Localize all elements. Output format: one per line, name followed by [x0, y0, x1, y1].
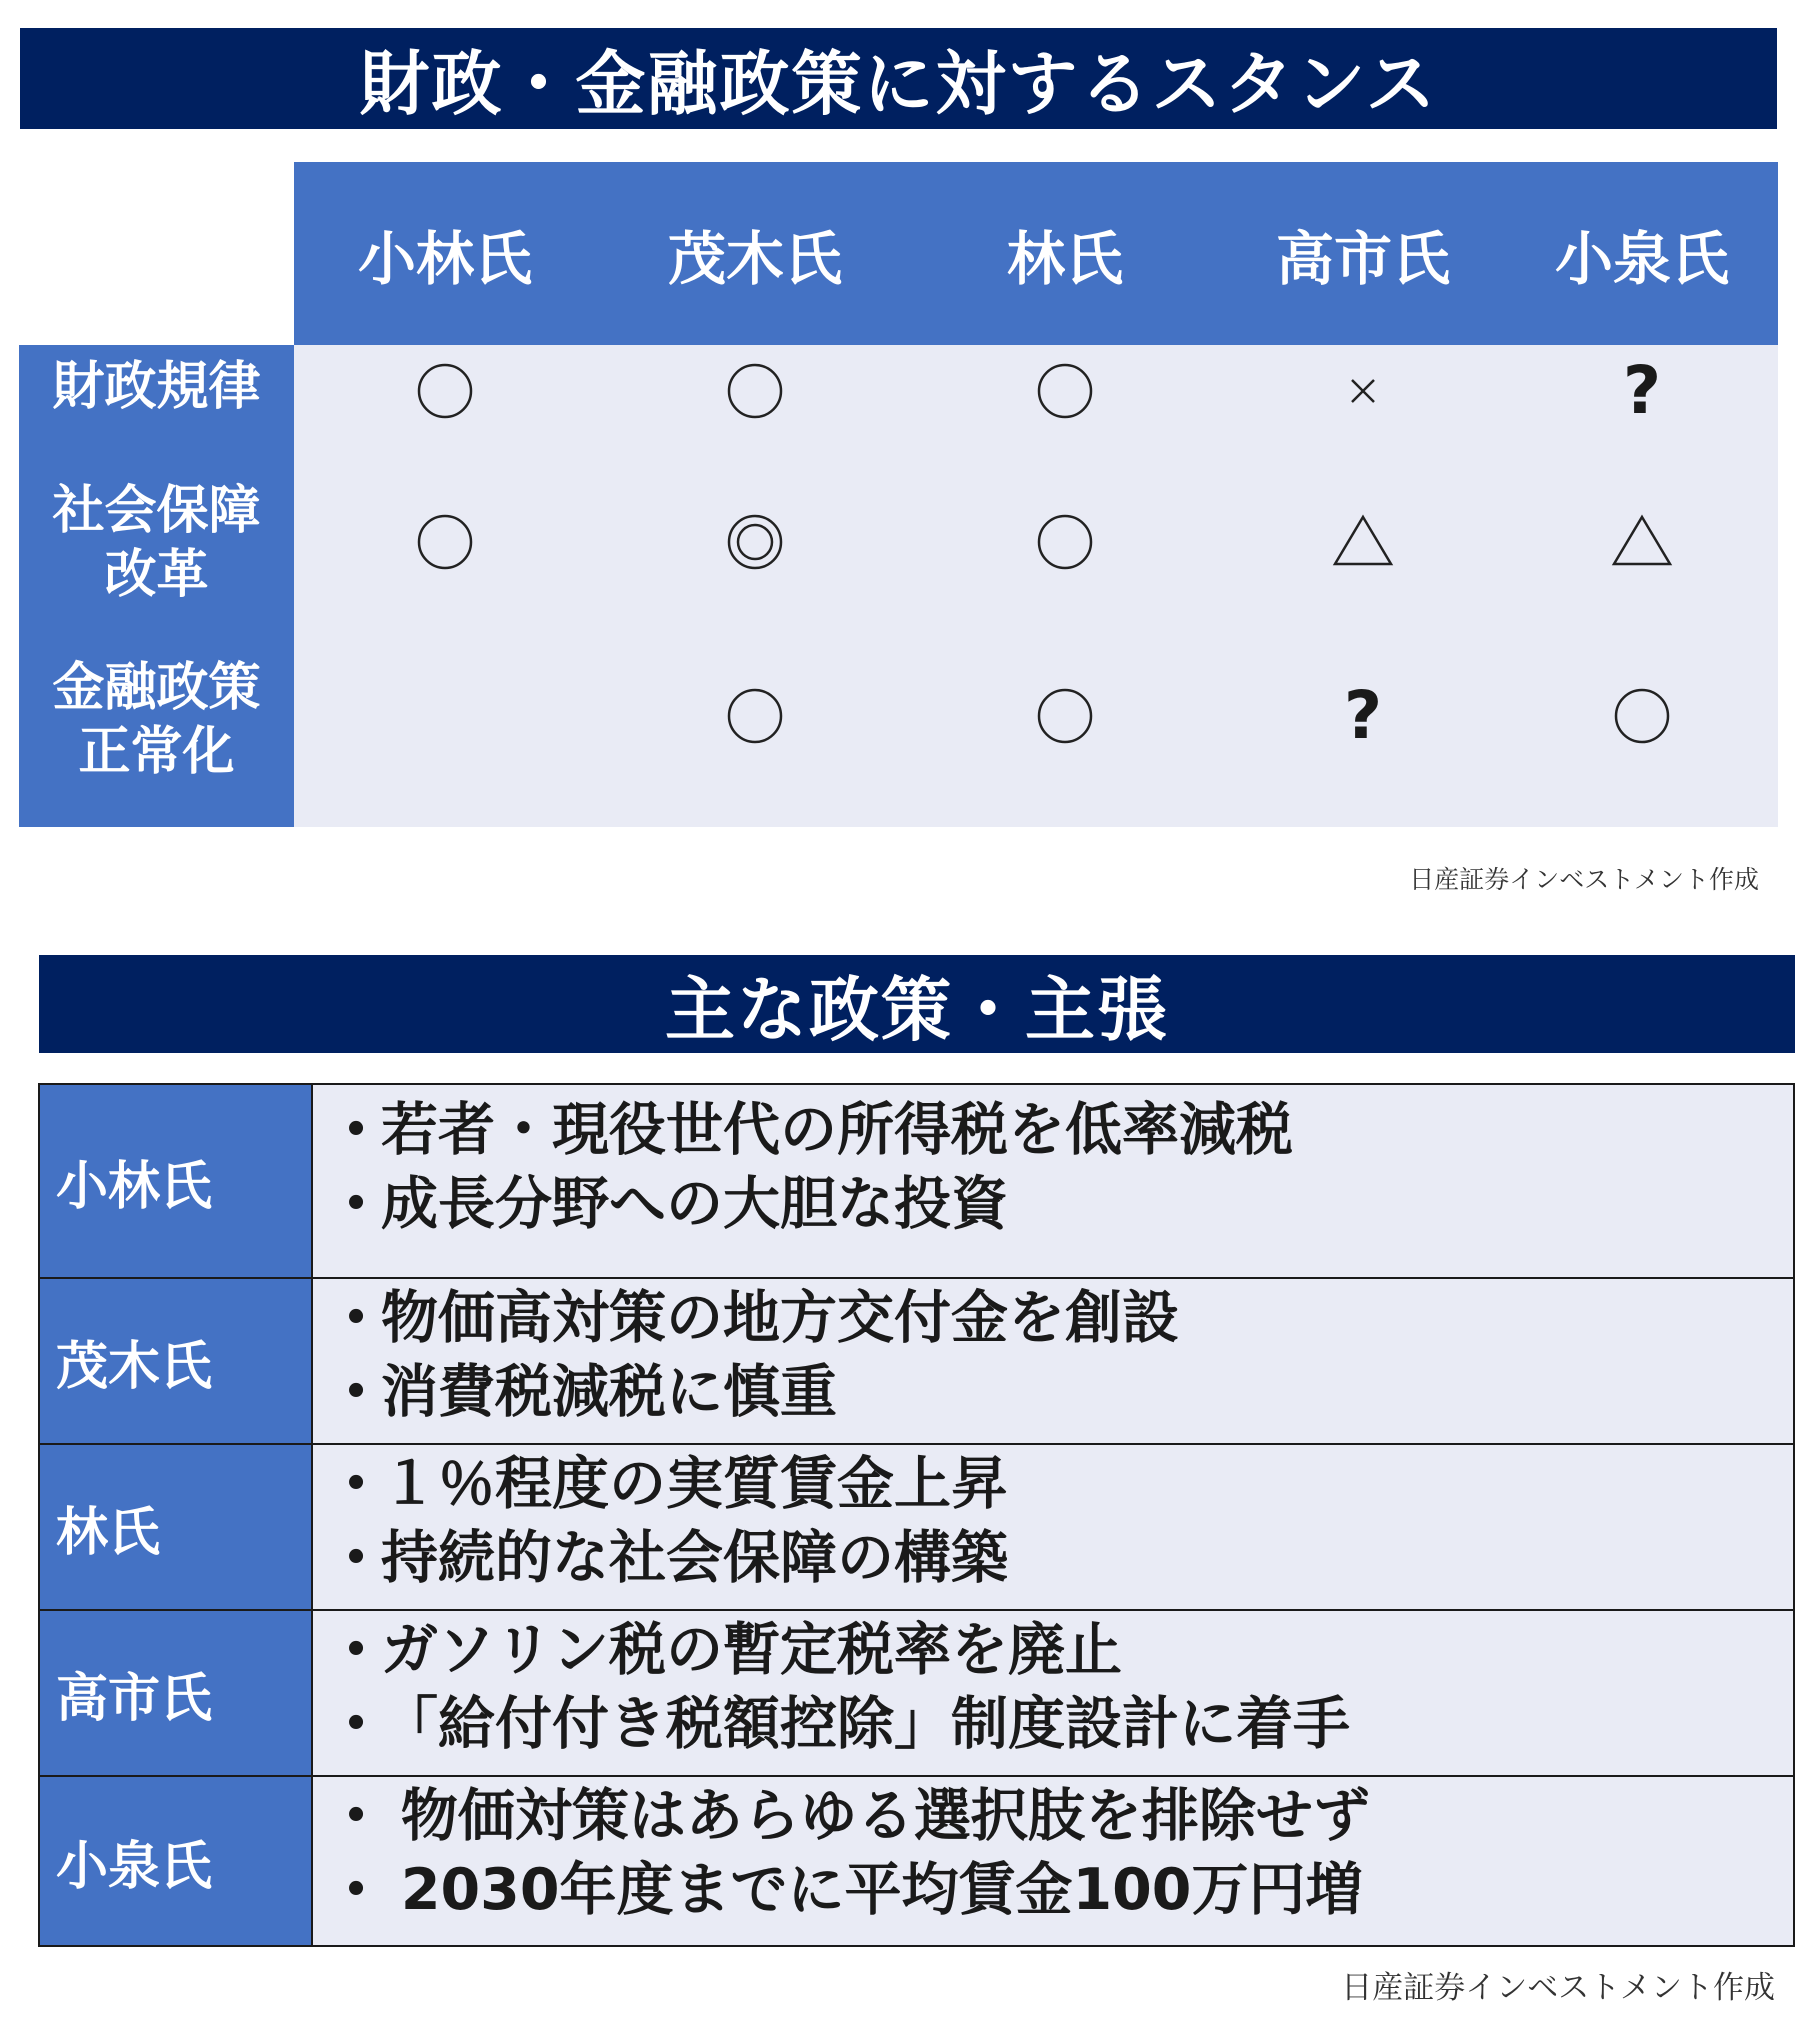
policies-table: [38, 1083, 1795, 1947]
mark-triangle-r1-koizumi: [1602, 502, 1682, 582]
mark-circle-r2-hayashi: [1025, 676, 1105, 756]
mark-circle-r0-motegi: [715, 351, 795, 431]
bullet-icon: •: [343, 1535, 369, 1581]
mark-question-r2-takaichi: ?: [1343, 677, 1383, 754]
candidate-header-motegi: 茂木氏: [667, 224, 843, 293]
row-label-social-security-reform: 社会保障 改革: [52, 481, 261, 605]
policy-items: [313, 1777, 1793, 1945]
mark-double-circle-r1-motegi: [715, 502, 795, 582]
mark-circle-r1-kobayashi: [405, 502, 485, 582]
policy-row-motegi: [40, 1277, 1793, 1443]
mark-circle-r0-hayashi: [1025, 351, 1105, 431]
stance-row-headers: [19, 345, 294, 827]
candidate-header-hayashi: 林氏: [1006, 224, 1124, 293]
policy-item: • 消費税減税に慎重: [331, 1355, 1793, 1429]
policy-candidate-name: 小泉氏: [40, 1777, 313, 1945]
policy-items: [313, 1445, 1793, 1609]
stance-title: 財政・金融政策に対するスタンス: [359, 43, 1438, 125]
policy-items: [313, 1611, 1793, 1775]
policy-item: • 物価対策はあらゆる選択肢を排除せず: [331, 1779, 1793, 1853]
policy-item: • 若者・現役世代の所得税を低率減税: [331, 1093, 1793, 1167]
bullet-icon: •: [343, 1627, 369, 1673]
mark-circle-r1-hayashi: [1025, 502, 1105, 582]
row-label-monetary-normalization: 金融政策 正常化: [52, 658, 261, 782]
mark-triangle-r1-takaichi: [1323, 502, 1403, 582]
candidate-header-takaichi: 高市氏: [1275, 224, 1451, 293]
stance-credit: 日産証券インベストメント作成: [1409, 865, 1759, 894]
stance-table-body: [294, 345, 1778, 827]
bullet-icon: •: [343, 1461, 369, 1507]
mark-circle-r2-motegi: [715, 676, 795, 756]
policy-candidate-name: 小林氏: [40, 1085, 313, 1277]
bullet-icon: •: [343, 1793, 369, 1839]
bullet-icon: •: [343, 1107, 369, 1153]
bullet-icon: •: [343, 1181, 369, 1227]
candidate-header-kobayashi: 小林氏: [357, 224, 533, 293]
row-label-fiscal-discipline: 財政規律: [52, 357, 261, 417]
policy-row-kobayashi: [40, 1085, 1793, 1277]
policy-candidate-name: 茂木氏: [40, 1279, 313, 1443]
policy-row-takaichi: [40, 1609, 1793, 1775]
policy-row-koizumi: [40, 1775, 1793, 1945]
policy-candidate-name: 高市氏: [40, 1611, 313, 1775]
policy-item: • 成長分野への大胆な投資: [331, 1167, 1793, 1241]
policy-item: • 「給付付き税額控除」制度設計に着手: [331, 1687, 1793, 1761]
mark-circle-r2-koizumi: [1602, 676, 1682, 756]
policy-item: • １％程度の実質賃金上昇: [331, 1447, 1793, 1521]
policy-item: • ガソリン税の暫定税率を廃止: [331, 1613, 1793, 1687]
mark-cross-r0-takaichi: [1323, 351, 1403, 431]
mark-circle-r0-kobayashi: [405, 351, 485, 431]
candidate-header-koizumi: 小泉氏: [1554, 224, 1730, 293]
policy-item: • 物価高対策の地方交付金を創設: [331, 1281, 1793, 1355]
policies-title-banner: [39, 955, 1795, 1053]
policies-title: 主な政策・主張: [665, 968, 1169, 1051]
policy-item: • 2030年度までに平均賃金100万円増: [331, 1853, 1793, 1927]
policy-row-hayashi: [40, 1443, 1793, 1609]
bullet-icon: •: [343, 1369, 369, 1415]
policy-items: [313, 1085, 1793, 1277]
stance-title-banner: [20, 28, 1777, 129]
policy-item: • 持続的な社会保障の構築: [331, 1521, 1793, 1595]
policies-credit: 日産証券インベストメント作成: [1341, 1970, 1775, 2006]
bullet-icon: •: [343, 1701, 369, 1747]
bullet-icon: •: [343, 1295, 369, 1341]
bullet-icon: •: [343, 1867, 369, 1913]
policy-candidate-name: 林氏: [40, 1445, 313, 1609]
policy-items: [313, 1279, 1793, 1443]
stance-table-header: [294, 162, 1778, 345]
mark-question-r0-koizumi: ?: [1622, 352, 1662, 429]
